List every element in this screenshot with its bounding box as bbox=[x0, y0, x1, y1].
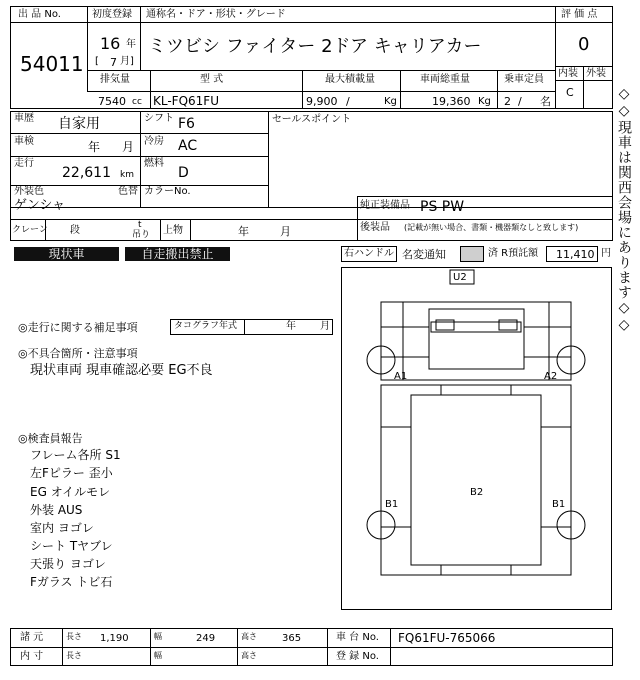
upper-month: 月 bbox=[280, 225, 291, 238]
tacho-month: 月 bbox=[320, 321, 330, 332]
name-change-label: 名変通知 bbox=[402, 248, 446, 261]
fuel-label: 燃料 bbox=[144, 158, 164, 169]
diagram-top-label: U2 bbox=[453, 272, 467, 283]
mileage-unit: km bbox=[120, 170, 134, 180]
gross-weight-label: 車両総重量 bbox=[420, 74, 470, 85]
inspector-line: Fガラス トビ石 bbox=[30, 575, 113, 589]
genuine-value: PS PW bbox=[420, 199, 465, 215]
upper-year: 年 bbox=[238, 225, 249, 238]
color-change-label: 色替 bbox=[118, 186, 138, 197]
lot-number: 54011 bbox=[20, 52, 84, 76]
history-value: 自家用 bbox=[58, 116, 100, 132]
truck-diagram bbox=[341, 267, 612, 610]
ac-value: AC bbox=[178, 138, 198, 154]
chassis-label: 車 台 No. bbox=[336, 632, 379, 643]
genuine-label: 純正装備品 bbox=[360, 200, 410, 211]
inner-height-label: 高さ bbox=[241, 651, 257, 660]
displacement-label: 排気量 bbox=[100, 74, 130, 85]
gross-weight-unit: Kg bbox=[478, 96, 491, 107]
height-label: 高さ bbox=[241, 632, 257, 641]
inspection-month: 月 bbox=[122, 140, 135, 154]
capacity-label: 乗車定員 bbox=[504, 74, 544, 85]
side-note: ◇◇現車は関西会場にあります◇◇ bbox=[616, 86, 632, 334]
reg-year: 16 bbox=[100, 34, 121, 53]
recycle-label: 済 R預託額 bbox=[488, 248, 539, 259]
history-label: 車歴 bbox=[14, 113, 34, 124]
model-name: ミツビシ ファイター 2ドア キャリアカー bbox=[148, 36, 482, 57]
model-value: KL-FQ61FU bbox=[153, 94, 219, 108]
inspector-line: 室内 ヨゴレ bbox=[30, 521, 94, 535]
inspector-line: 天張り ヨゴレ bbox=[30, 557, 106, 571]
exterior-label: 外装 bbox=[586, 68, 606, 79]
lot-label: 出 品 No. bbox=[18, 9, 61, 20]
inner-length-label: 長さ bbox=[66, 651, 82, 660]
crane-label: クレーン bbox=[12, 225, 48, 235]
inspector-line: シート Tヤブレ bbox=[30, 539, 113, 553]
post-label: 後装品 bbox=[360, 222, 390, 233]
width-label: 幅 bbox=[154, 632, 162, 641]
color-no-label: カラーNo. bbox=[144, 186, 191, 197]
tacho-label: タコグラフ年式 bbox=[174, 321, 238, 331]
score-label: 評 価 点 bbox=[561, 9, 598, 20]
reg-month-close: 月] bbox=[120, 56, 134, 67]
inspector-line: フレーム各所 S1 bbox=[30, 448, 121, 462]
current-car-badge: 現状車 bbox=[14, 247, 119, 261]
interior-value: C bbox=[566, 86, 574, 99]
capacity-unit: 名 bbox=[540, 95, 551, 108]
post-note: (記載が無い場合、書類・機器類なしと致します) bbox=[404, 223, 579, 232]
crane-stage: 段 bbox=[70, 225, 80, 236]
inspector-line: EG オイルモレ bbox=[30, 485, 111, 499]
recycle-unit: 円 bbox=[601, 248, 611, 259]
gross-weight-value: 19,360 bbox=[432, 95, 471, 108]
shift-value: F6 bbox=[178, 116, 195, 132]
inspector-line: 左Fピラー 歪小 bbox=[30, 466, 113, 480]
defect-title: ◎不具合箇所・注意事項 bbox=[18, 347, 138, 360]
diagram-b1-left: B1 bbox=[385, 499, 399, 510]
dims-label: 諸 元 bbox=[20, 632, 44, 643]
capacity-slash: / bbox=[518, 95, 522, 108]
width-value: 249 bbox=[196, 633, 216, 644]
shift-label: シフト bbox=[144, 113, 174, 124]
inner-label: 内 寸 bbox=[20, 651, 44, 662]
ac-label: 冷房 bbox=[144, 136, 164, 147]
model-label: 型 式 bbox=[200, 74, 224, 85]
length-value: 1,190 bbox=[100, 633, 129, 644]
name-label: 通称名・ドア・形状・グレード bbox=[146, 9, 286, 20]
inspection-label: 車検 bbox=[14, 136, 34, 147]
diagram-b1-right: B1 bbox=[552, 499, 566, 510]
diagram-b2: B2 bbox=[470, 487, 484, 498]
displacement-value: 7540 bbox=[98, 95, 126, 108]
driving-title: ◎走行に関する補足事項 bbox=[18, 321, 138, 334]
right-hand-label: 右ハンドル bbox=[344, 248, 394, 259]
max-load-value: 9,900 bbox=[306, 95, 338, 108]
diagram-a1: A1 bbox=[394, 371, 408, 382]
inner-width-label: 幅 bbox=[154, 651, 162, 660]
fuel-value: D bbox=[178, 165, 189, 181]
max-load-unit: Kg bbox=[384, 96, 397, 107]
first-reg-label: 初度登録 bbox=[92, 9, 132, 20]
tacho-year: 年 bbox=[286, 321, 296, 332]
reg-year-unit: 年 bbox=[126, 39, 136, 50]
score-value: 0 bbox=[578, 34, 590, 55]
interior-label: 内装 bbox=[558, 68, 578, 79]
inspector-line: 外装 AUS bbox=[30, 503, 83, 517]
name-change-checkbox bbox=[460, 246, 484, 262]
height-value: 365 bbox=[282, 633, 302, 644]
diagram-a2: A2 bbox=[544, 371, 558, 382]
inspection-year: 年 bbox=[88, 140, 101, 154]
chassis-value: FQ61FU-765066 bbox=[398, 631, 496, 645]
crane-t: t bbox=[138, 220, 142, 230]
mileage-value: 22,611 bbox=[62, 165, 111, 181]
reg-month: 7 bbox=[110, 56, 117, 69]
reg-month-open: [ bbox=[95, 56, 99, 67]
crane-hang: 吊り bbox=[132, 230, 151, 240]
max-load-label: 最大積載量 bbox=[325, 74, 375, 85]
inspector-title: ◎検査員報告 bbox=[18, 432, 83, 445]
upper-label: 上物 bbox=[163, 225, 183, 236]
reg-no-label: 登 録 No. bbox=[336, 651, 379, 662]
mileage-label: 走行 bbox=[14, 158, 34, 169]
defect-text: 現状車両 現車確認必要 EG不良 bbox=[30, 363, 213, 378]
exterior-color-value: ゲンシャ bbox=[14, 198, 66, 213]
recycle-amount: 11,410 bbox=[556, 248, 595, 261]
displacement-unit: cc bbox=[132, 97, 142, 107]
exterior-color-label: 外装色 bbox=[14, 186, 44, 197]
length-label: 長さ bbox=[66, 632, 82, 641]
max-load-slash: / bbox=[346, 95, 350, 108]
sales-point-label: セールスポイント bbox=[272, 114, 352, 125]
capacity-value: 2 bbox=[504, 95, 511, 108]
no-self-drive-badge: 自走搬出禁止 bbox=[125, 247, 230, 261]
